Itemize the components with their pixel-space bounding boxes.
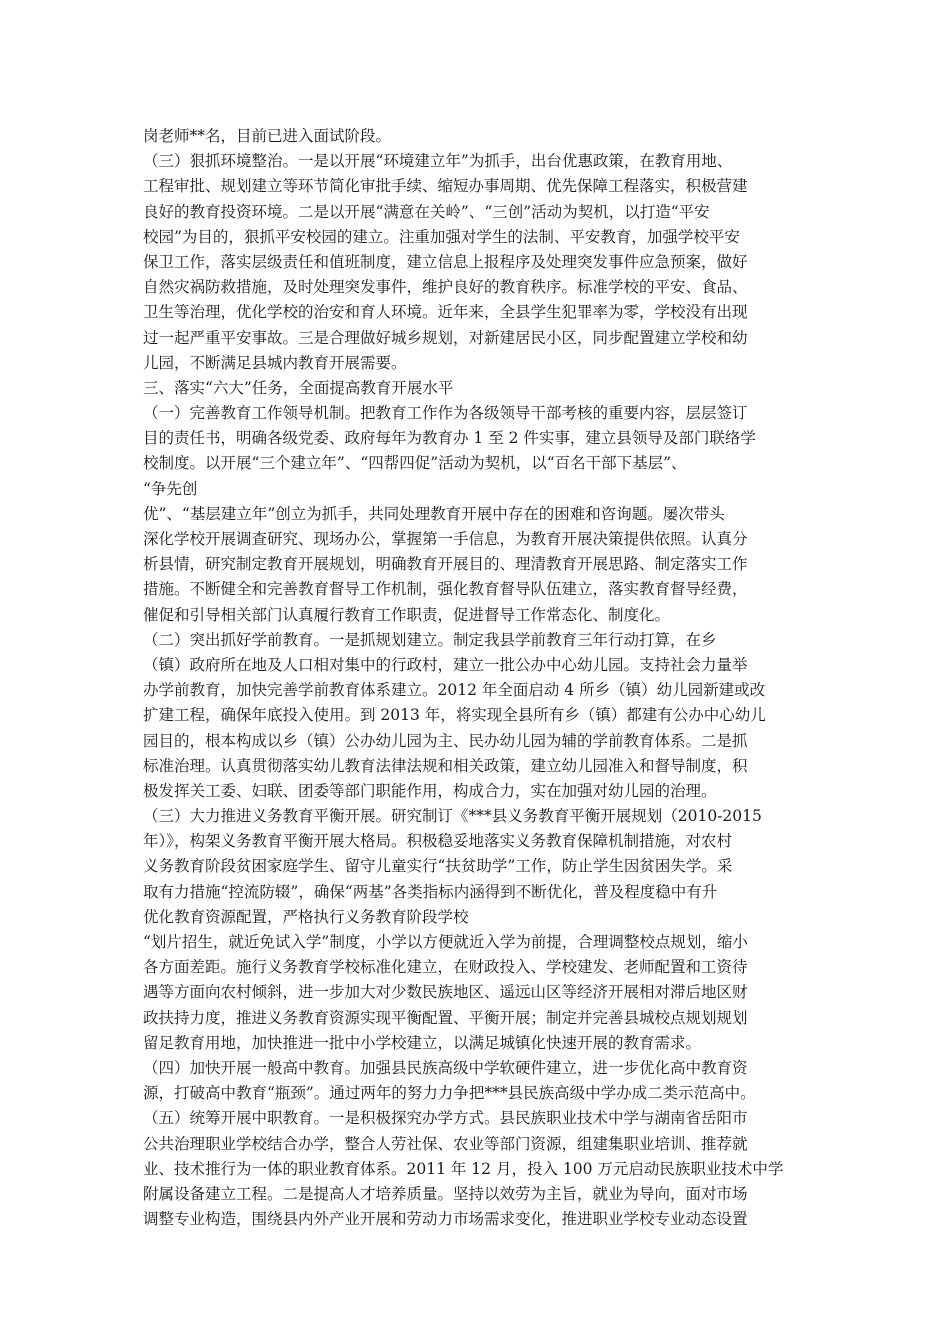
text-line: 遇等方面向农村倾斜，进一步加大对少数民族地区、遥远山区等经济开展相对滞后地区财 bbox=[143, 983, 748, 1002]
text-line: （镇）政府所在地及人口相对集中的行政村，建立一批公办中心幼儿园。支持社会力量举 bbox=[143, 655, 748, 674]
text-line: 过一起严重平安事故。三是合理做好城乡规划，对新建居民小区，同步配置建立学校和幼 bbox=[143, 328, 748, 347]
text-line: 扩建工程，确保年底投入使用。到 2013 年，将实现全县所有乡（镇）都建有公办中心幼儿 bbox=[143, 706, 766, 725]
text-line: 公共治理职业学校结合办学，整合人劳社保、农业等部门资源，组建集职业培训、推荐就 bbox=[143, 1134, 748, 1153]
text-line: 办学前教育，加快完善学前教育体系建立。2012 年全面启动 4 所乡（镇）幼儿园新建或改 bbox=[143, 681, 766, 700]
text-line: 卫生等治理，优化学校的治安和育人环境。近年来，全县学生犯罪率为零，学校没有出现 bbox=[143, 303, 748, 322]
text-line: 留足教育用地，加快推进一批中小学校建立，以满足城镇化快速开展的教育需求。 bbox=[143, 1033, 702, 1052]
text-line: 各方面差距。施行义务教育学校标准化建立，在财政投入、学校建发、老师配置和工资待 bbox=[143, 958, 748, 977]
text-line: 源，打破高中教育“瓶颈”。通过两年的努力力争把***县民族高级中学办成二类示范高中。 bbox=[143, 1084, 756, 1103]
text-line: 深化学校开展调查研究、现场办公，掌握第一手信息，为教育开展决策提供依照。认真分 bbox=[143, 530, 748, 548]
text-line: 校园”为目的，狠抓平安校园的建立。注重加强对学生的法制、平安教育，加强学校平安 bbox=[143, 227, 740, 246]
text-line: （四）加快开展一般高中教育。加强县民族高级中学软硬件建立，进一步优化高中教育资 bbox=[143, 1058, 748, 1077]
text-line: 优化教育资源配置，严格执行义务教育阶段学校 bbox=[143, 907, 469, 926]
text-line: 调整专业构造，围绕县内外产业开展和劳动力市场需求变化，推进职业学校专业动态设置 bbox=[143, 1210, 748, 1229]
text-line: 良好的教育投资环境。二是以开展“满意在关岭”、“三创”活动为契机，以打造“平安 bbox=[143, 202, 710, 221]
text-line: 目的责任书，明确各级党委、政府每年为教育办 1 至 2 件实事，建立县领导及部门联络学 bbox=[143, 429, 756, 448]
text-line: 儿园，不断满足县城内教育开展需要。 bbox=[143, 353, 407, 372]
text-line: 保卫工作，落实层级责任和值班制度，建立信息上报程序及处理突发事件应急预案，做好 bbox=[143, 252, 748, 271]
text-line: 义务教育阶段贫困家庭学生、留守儿童实行“扶贫助学”工作，防止学生因贫困失学。采 bbox=[143, 857, 733, 876]
text-line: 优”、“基层建立年”创立为抓手，共同处理教育开展中存在的困难和咨询题。屡次带头 bbox=[143, 504, 725, 523]
text-line: 园目的，根本构成以乡（镇）公办幼儿园为主、民办幼儿园为辅的学前教育体系。二是抓 bbox=[143, 731, 748, 750]
text-line: （二）突出抓好学前教育。一是抓规划建立。制定我县学前教育三年行动打算，在乡 bbox=[143, 630, 717, 649]
text-line: “争先创 bbox=[143, 479, 198, 498]
document-page bbox=[143, 124, 823, 1232]
text-line: 措施。不断健全和完善教育督导工作机制，强化教育督导队伍建立，落实教育督导经费， bbox=[143, 580, 748, 599]
text-line: 自然灾祸防救措施，及时处理突发事件，维护良好的教育秩序。标准学校的平安、食品、 bbox=[143, 278, 748, 297]
text-line: 校制度。以开展“三个建立年”、“四帮四促”活动为契机，以“百名干部下基层”、 bbox=[143, 454, 687, 473]
text-line: 极发挥关工委、妇联、团委等部门职能作用，构成合力，实在加强对幼儿园的治理。 bbox=[143, 781, 717, 800]
text-line: （三）狠抓环境整治。一是以开展“环境建立年”为抓手，出台优惠政策，在教育用地、 bbox=[143, 152, 733, 171]
text-line: （五）统筹开展中职教育。一是积极探究办学方式。县民族职业技术中学与湖南省岳阳市 bbox=[143, 1109, 748, 1128]
text-line: （三）大力推进义务教育平衡开展。研究制订《***县义务教育平衡开展规划（2010-2015 bbox=[143, 807, 762, 826]
text-line: 年）》，构架义务教育平衡开展大格局。积极稳妥地落实义务教育保障机制措施，对农村 bbox=[143, 832, 733, 851]
text-line: 工程审批、规划建立等环节简化审批手续、缩短办事周期、优先保障工程落实，积极营建 bbox=[143, 177, 748, 196]
text-line: 业、技术推行为一体的职业教育体系。2011 年 12 月，投入 100 万元启动民族职业技术中学 bbox=[143, 1159, 784, 1178]
text-line: 催促和引导相关部门认真履行教育工作职责，促进督导工作常态化、制度化。 bbox=[143, 605, 671, 624]
text-line: 岗老师**名，目前已进入面试阶段。 bbox=[143, 127, 392, 145]
section-heading: 三、落实“六大”任务，全面提高教育开展水平 bbox=[143, 378, 454, 397]
text-line: 析县情，研究制定教育开展规划，明确教育开展目的、理清教育开展思路、制定落实工作 bbox=[143, 555, 748, 574]
text-line: 附属设备建立工程。二是提高人才培养质量。坚持以效劳为主旨，就业为导向，面对市场 bbox=[143, 1184, 748, 1203]
text-line: （一）完善教育工作领导机制。把教育工作作为各级领导干部考核的重要内容，层层签订 bbox=[143, 404, 748, 423]
text-line: 取有力措施“控流防辍”，确保“两基”各类指标内涵得到不断优化，普及程度稳中有升 bbox=[143, 882, 718, 901]
text-line: “划片招生，就近免试入学”制度，小学以方便就近入学为前提，合理调整校点规划，缩小 bbox=[143, 933, 748, 951]
text-line: 标准治理。认真贯彻落实幼儿教育法律法规和相关政策，建立幼儿园准入和督导制度，积 bbox=[143, 756, 748, 775]
text-line: 政扶持力度，推进义务教育资源实现平衡配置、平衡开展；制定并完善县城校点规划规划 bbox=[143, 1008, 748, 1027]
